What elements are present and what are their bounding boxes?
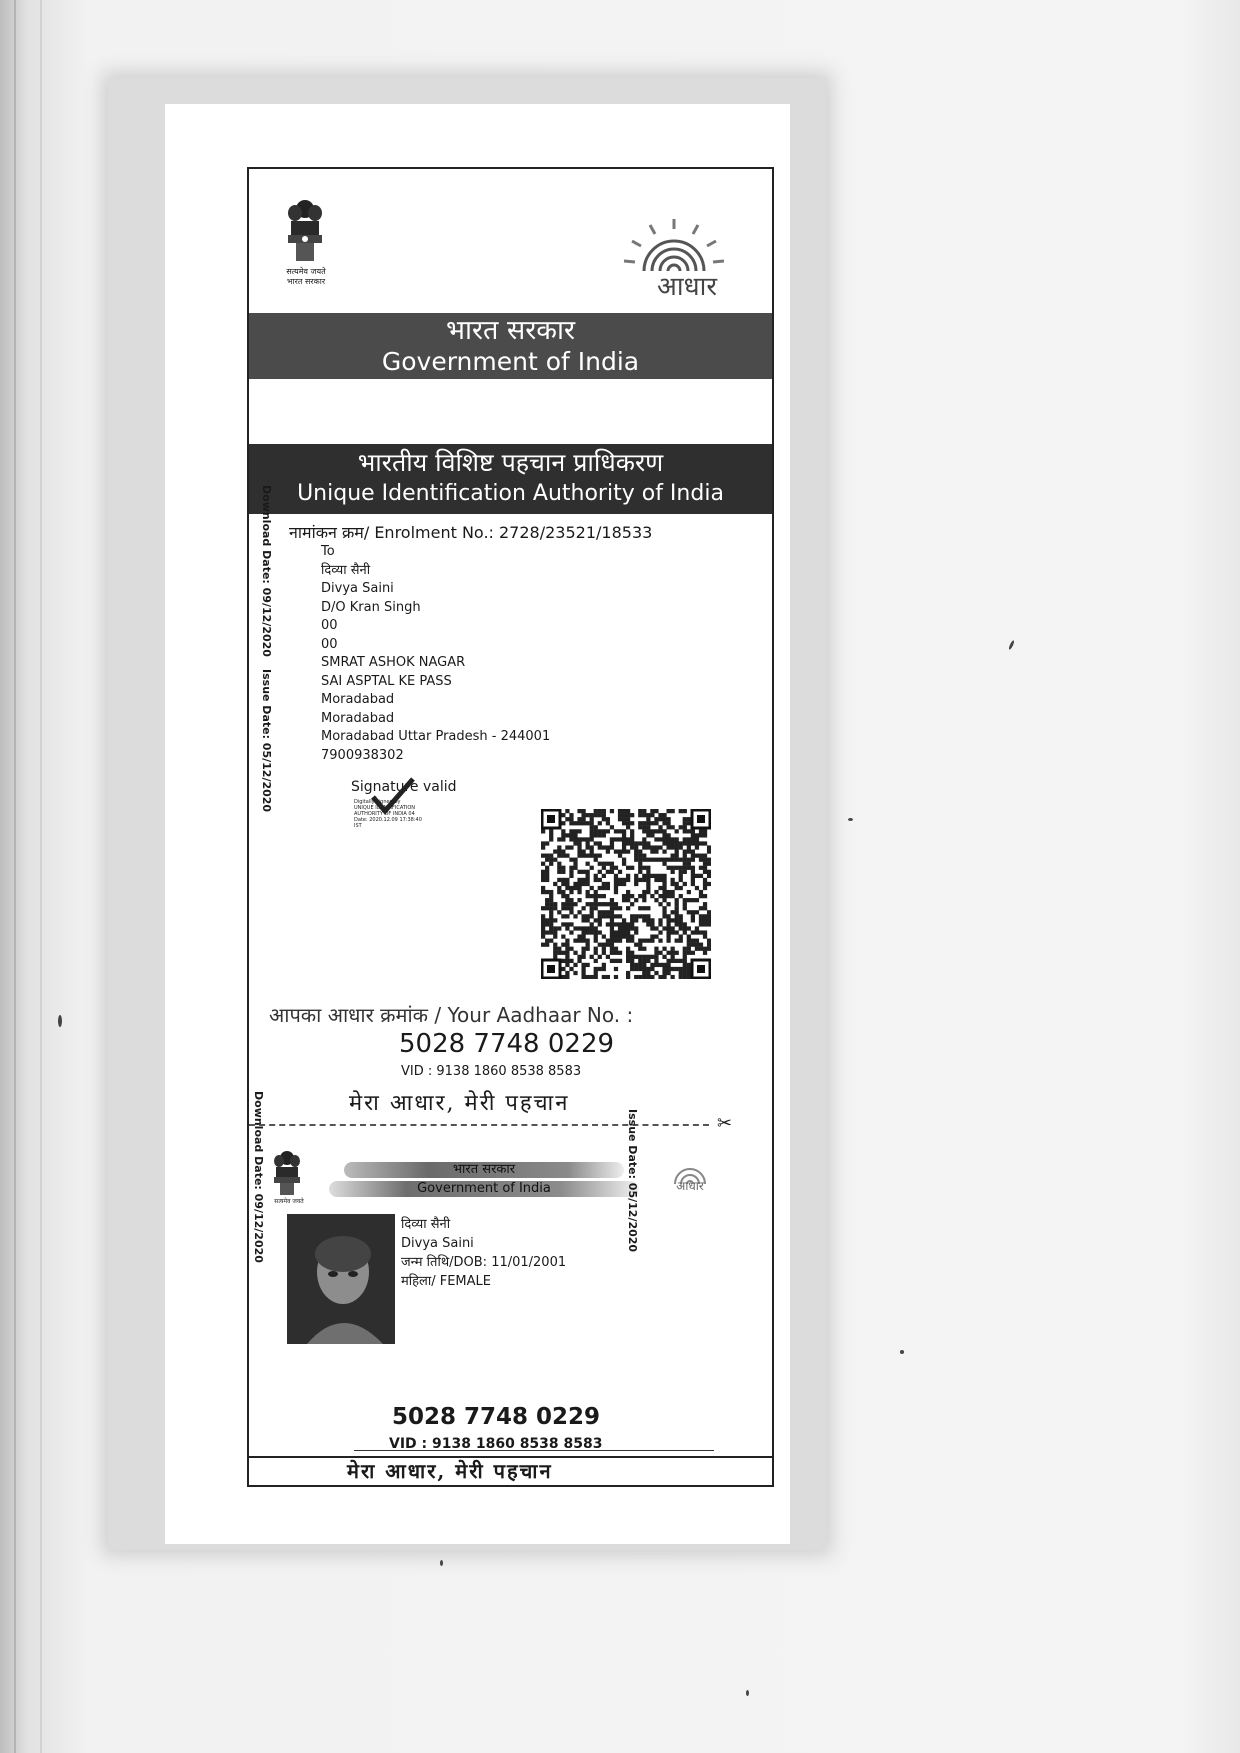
download-date-vertical: Download Date: 09/12/2020	[260, 485, 273, 657]
government-header-band	[249, 313, 772, 379]
qr-code-icon	[541, 809, 711, 979]
card-aadhaar-number: 5028 7748 0229	[392, 1404, 601, 1430]
aadhaar-number: 5028 7748 0229	[399, 1029, 615, 1059]
authority-hindi: भारतीय विशिष्ट पहचान प्राधिकरण	[357, 448, 664, 477]
aadhaar-small-logo-text: आधार	[676, 1179, 704, 1193]
scan-speck	[58, 1015, 62, 1027]
address-line: Divya Saini	[321, 581, 394, 596]
card-download-date-vertical: Download Date: 09/12/2020	[252, 1091, 265, 1263]
address-line: Moradabad	[321, 692, 395, 707]
enrolment-number: नामांकन क्रम/ Enrolment No.: 2728/23521/18533	[289, 523, 653, 542]
address-line: Moradabad	[321, 710, 395, 726]
card-tagline: मेरा आधार, मेरी पहचान	[347, 1459, 553, 1483]
signature-detail-line: AUTHORITY OF INDIA 04	[354, 811, 415, 817]
signature-detail-line: Digitally signed by	[354, 799, 401, 805]
holder-dob: जन्म तिथि/DOB: 11/01/2001	[401, 1255, 567, 1270]
signature-detail-line: Date: 2020.12.09 17:38:40	[354, 817, 422, 823]
address-line: To	[321, 544, 335, 559]
national-emblem-icon	[282, 197, 328, 267]
aadhaar-logo-text: आधार	[657, 272, 717, 302]
scissors-icon: ✂	[717, 1113, 733, 1134]
emblem-caption	[271, 267, 341, 287]
address-line: D/O Kran Singh	[321, 599, 421, 615]
emblem-motto: सत्यमेव जयते	[286, 267, 326, 276]
address-line: Moradabad Uttar Pradesh - 244001	[321, 729, 551, 744]
holder-name-hindi: दिव्या सैनी	[401, 1217, 451, 1232]
address-block	[321, 543, 550, 765]
your-aadhaar-label: आपका आधार क्रमांक / Your Aadhaar No. :	[269, 1003, 634, 1027]
holder-name-english: Divya Saini	[401, 1236, 474, 1251]
authority-header-band	[249, 444, 772, 514]
cut-line	[249, 1124, 709, 1126]
vid-number: VID : 9138 1860 8538 8583	[401, 1064, 582, 1079]
header-english: Government of India	[381, 347, 640, 376]
signature-detail-line: IST	[354, 823, 362, 829]
emblem-country: भारत सरकार	[286, 277, 326, 286]
card-vid-number: VID : 9138 1860 8538 8583	[389, 1436, 603, 1452]
emblem-small-caption: सत्यमेव जयते	[274, 1198, 304, 1205]
signature-status: Signature valid	[351, 779, 457, 795]
scan-speck	[440, 1560, 443, 1566]
address-line: SMRAT ASHOK NAGAR	[321, 655, 466, 670]
national-emblem-small-icon	[269, 1149, 305, 1197]
address-line: दिव्या सैनी	[321, 562, 371, 578]
address-line: 00	[321, 618, 338, 633]
signature-check-icon	[367, 771, 417, 821]
scan-streak	[14, 0, 16, 1753]
issue-date-vertical: Issue Date: 05/12/2020	[260, 669, 273, 813]
holder-details	[401, 1215, 566, 1291]
scan-streak	[40, 0, 42, 1753]
address-line: 7900938302	[321, 747, 404, 763]
aadhaar-letter	[247, 167, 774, 1487]
scan-speck	[900, 1350, 904, 1354]
address-line: 00	[321, 636, 338, 652]
authority-english: Unique Identification Authority of India	[297, 481, 724, 506]
card-issue-date-vertical: Issue Date: 05/12/2020	[626, 1109, 639, 1253]
aadhaar-tagline: मेरा आधार, मेरी पहचान	[349, 1091, 570, 1116]
card-header-english: Government of India	[329, 1181, 639, 1197]
card-header-hindi: भारत सरकार	[344, 1162, 624, 1178]
scan-speck	[848, 818, 853, 821]
holder-gender: महिला/ FEMALE	[401, 1274, 491, 1289]
holder-photo-portrait	[287, 1214, 395, 1344]
header-hindi: भारत सरकार	[445, 315, 576, 346]
scan-speck	[746, 1690, 749, 1696]
address-line: SAI ASPTAL KE PASS	[321, 673, 452, 689]
holder-photo	[287, 1214, 395, 1344]
signature-detail-line: UNIQUE IDENTIFICATION	[354, 805, 416, 811]
